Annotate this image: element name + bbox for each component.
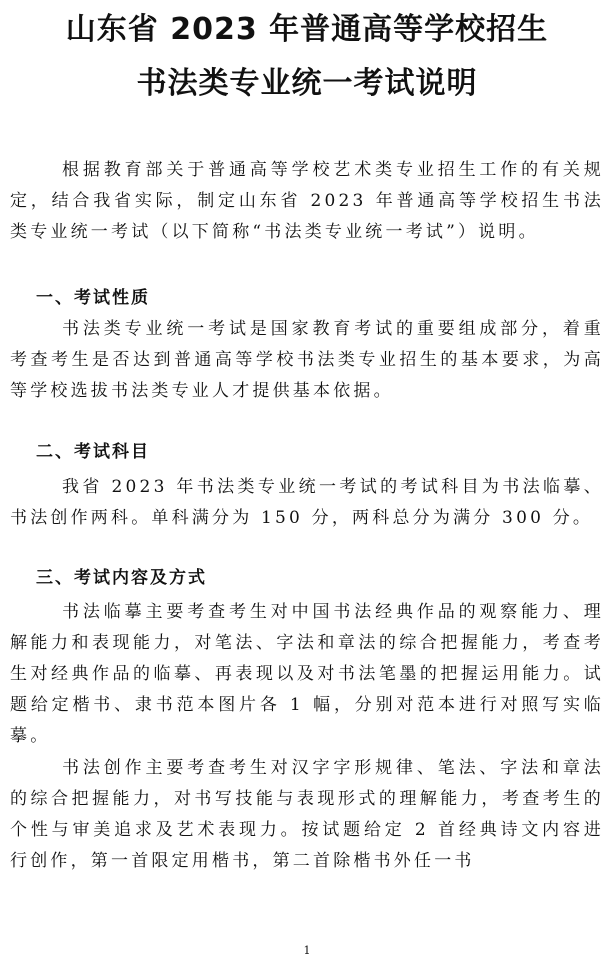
page-number: 1 <box>303 944 311 957</box>
section-paragraph-copying: 书法临摹主要考查考生对中国书法经典作品的观察能力、理解能力和表现能力，对笔法、字法和章法的综合把握能力，考查考生对经典作品的临摹、再表现以及对书法笔墨的把握运用能力。试题给定楷书、隶书范本图片各 1 幅，分别对范本进行对照写实临摹。 <box>10 602 604 746</box>
section-paragraph-creation: 书法创作主要考查考生对汉字字形规律、笔法、字法和章法的综合把握能力，对书写技能与表现形式的理解能力，考查考生的个性与审美追求及艺术表现力。按试题给定 2 首经典诗文内容进行创作，第一首限定用楷书，第二首除楷书外任一书 <box>10 758 604 871</box>
document-title-line-1: 山东省 2023 年普通高等学校招生 <box>65 12 549 47</box>
section-heading-content: 三、考试内容及方式 <box>36 568 207 588</box>
intro-paragraph: 根据教育部关于普通高等学校艺术类专业招生工作的有关规定，结合我省实际，制定山东省 2023 年普通高等学校招生书法类专业统一考试（以下简称“书法类专业统一考试”）说明。 <box>10 160 604 242</box>
section-heading-subjects: 二、考试科目 <box>36 442 150 462</box>
document-title-line-2: 书法类专业统一考试说明 <box>136 66 478 101</box>
section-paragraph-subjects: 我省 2023 年书法类专业统一考试的考试科目为书法临摹、书法创作两科。单科满分为 150 分，两科总分为满分 300 分。 <box>10 477 604 528</box>
section-heading-nature: 一、考试性质 <box>36 288 150 308</box>
section-paragraph-nature: 书法类专业统一考试是国家教育考试的重要组成部分，着重考查考生是否达到普通高等学校书法类专业招生的基本要求，为高等学校选拔书法类专业人才提供基本依据。 <box>10 319 604 401</box>
